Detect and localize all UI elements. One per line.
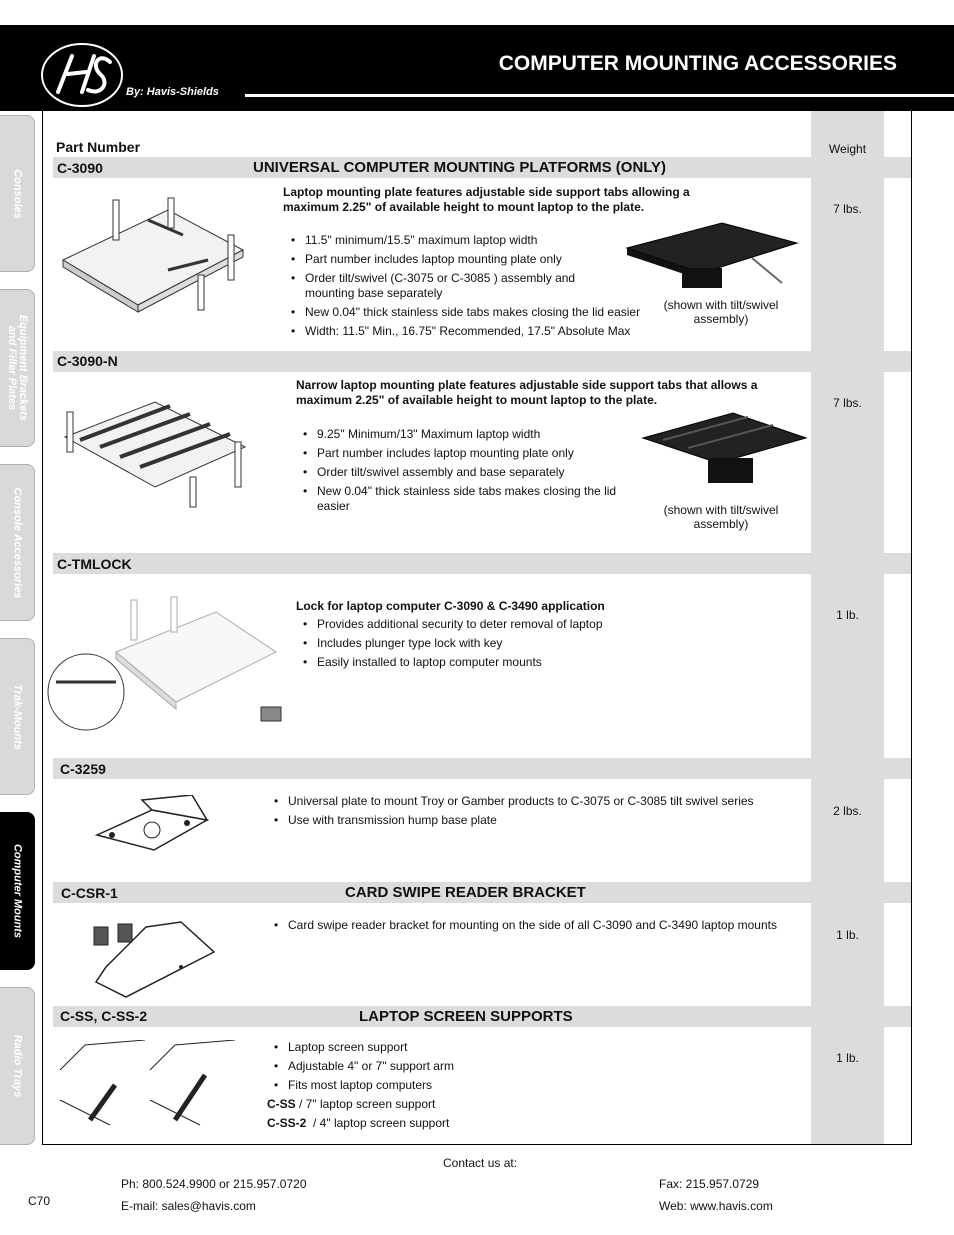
tab-equipment-brackets[interactable]: Equipment Brackets and Filler Plates	[0, 289, 35, 447]
part-number-header: Part Number	[56, 139, 141, 155]
list-item: • Card swipe reader bracket for mounting on the side of all C-3090 and C-3490 laptop mounts	[272, 918, 802, 933]
css-line1: C-SS / 7" laptop screen support	[267, 1097, 436, 1111]
list-item: • New 0.04" thick stainless side tabs makes closing the lid easier	[301, 484, 621, 514]
part-ctmlock: C-TMLOCK	[57, 556, 132, 572]
list-item: • Easily installed to laptop computer mounts	[301, 655, 701, 670]
part-c3090n: C-3090-N	[57, 353, 118, 369]
list-item: • New 0.04" thick stainless side tabs makes closing the lid easier	[289, 305, 649, 320]
list-item: • Laptop screen support	[272, 1040, 572, 1055]
desc-ctmlock: Lock for laptop computer C-3090 & C-3490 application	[296, 599, 605, 613]
weight-css: 1 lb.	[836, 1051, 859, 1065]
list-item: • Includes plunger type lock with key	[301, 636, 701, 651]
section-title-ccsr1: CARD SWIPE READER BRACKET	[345, 884, 586, 901]
footer-fax: Fax: 215.957.0729	[659, 1177, 760, 1191]
desc-c3090: Laptop mounting plate features adjustable side support tabs allowing a maximum 2.25" of available height to mount laptop to the plate.	[283, 185, 690, 214]
c3090-product-image	[58, 190, 253, 320]
footer-phone: Ph: 800.524.9900 or 215.957.0720	[121, 1177, 307, 1191]
desc-c3090n: Narrow laptop mounting plate features adjustable side support tabs that allows a maximum 2.25" of available height to mount laptop to the plate.	[296, 378, 758, 407]
tab-trak-mounts[interactable]: Trak-Mounts	[0, 638, 35, 795]
css-line2: C-SS-2 / 4" laptop screen support	[267, 1116, 450, 1130]
weight-ccsr1: 1 lb.	[836, 928, 859, 942]
list-item: • Provides additional security to deter removal of laptop	[301, 617, 701, 632]
list-item: • Order tilt/swivel assembly and base separately	[301, 465, 631, 480]
footer-contact-label: Contact us at:	[443, 1156, 518, 1170]
bullets-css	[272, 1040, 572, 1097]
c3090-tilt-swivel-image	[622, 218, 802, 293]
part-c3090: C-3090	[57, 160, 103, 176]
bullets-c3090n	[301, 427, 631, 518]
list-item: • Fits most laptop computers	[272, 1078, 572, 1093]
section-band-ctmlock	[53, 553, 911, 574]
page-title: COMPUTER MOUNTING ACCESSORIES	[498, 52, 897, 75]
c3090n-tilt-swivel-image	[638, 408, 810, 488]
footer-web[interactable]: Web: www.havis.com	[659, 1199, 773, 1213]
weight-column	[811, 111, 884, 1144]
part-ccsr1: C-CSR-1	[61, 885, 118, 901]
caption-c3090: (shown with tilt/swivel assembly)	[663, 298, 779, 326]
weight-c3090n: 7 lbs.	[833, 396, 862, 410]
section-title-c3090: UNIVERSAL COMPUTER MOUNTING PLATFORMS (ONLY)	[253, 159, 667, 176]
part-c3259: C-3259	[60, 761, 106, 777]
weight-ctmlock: 1 lb.	[836, 608, 859, 622]
bullets-c3090	[289, 233, 649, 343]
weight-c3090: 7 lbs.	[833, 202, 862, 216]
list-item: • Part number includes laptop mounting plate only	[301, 446, 631, 461]
list-item: • 11.5" minimum/15.5" maximum laptop width	[289, 233, 649, 248]
section-band-c3259	[53, 758, 911, 779]
list-item: • Use with transmission hump base plate	[272, 813, 802, 828]
list-item: • Width: 11.5" Min., 16.75" Recommended, 17.5" Absolute Max	[289, 324, 649, 339]
bullets-c3259	[272, 794, 802, 832]
section-title-css: LAPTOP SCREEN SUPPORTS	[359, 1008, 573, 1025]
caption-c3090n: (shown with tilt/swivel assembly)	[663, 503, 779, 531]
bullets-ctmlock	[301, 617, 701, 674]
list-item: • Part number includes laptop mounting plate only	[289, 252, 649, 267]
list-item: • Adjustable 4" or 7" support arm	[272, 1059, 572, 1074]
tab-radio-trays[interactable]: Radio Trays	[0, 987, 35, 1145]
ctmlock-product-image	[46, 592, 286, 734]
weight-header: Weight	[828, 142, 867, 156]
list-item: • 9.25" Minimum/13" Maximum laptop width	[301, 427, 631, 442]
byline: By: Havis-Shields	[126, 86, 219, 98]
tab-consoles[interactable]: Consoles	[0, 115, 35, 272]
list-item: • Universal plate to mount Troy or Gamber products to C-3075 or C-3085 tilt swivel series	[272, 794, 802, 809]
ccsr1-product-image	[86, 912, 216, 1000]
list-item: • Order tilt/swivel (C-3075 or C-3085 ) assembly and mounting base separately	[289, 271, 579, 301]
tab-computer-mounts[interactable]: Computer Mounts	[0, 812, 35, 970]
c3090n-product-image	[55, 382, 255, 512]
part-css: C-SS, C-SS-2	[60, 1008, 148, 1024]
page-number: C70	[28, 1194, 51, 1208]
css-product-image	[55, 1040, 255, 1140]
section-band-c3090n	[53, 351, 911, 372]
weight-c3259: 2 lbs.	[833, 804, 862, 818]
c3259-product-image	[92, 795, 214, 865]
havis-shields-logo	[40, 42, 124, 108]
footer-email[interactable]: E-mail: sales@havis.com	[121, 1199, 256, 1213]
tab-console-accessories[interactable]: Console Accessories	[0, 464, 35, 621]
bullets-ccsr1	[272, 918, 802, 937]
header-rule	[245, 94, 954, 97]
